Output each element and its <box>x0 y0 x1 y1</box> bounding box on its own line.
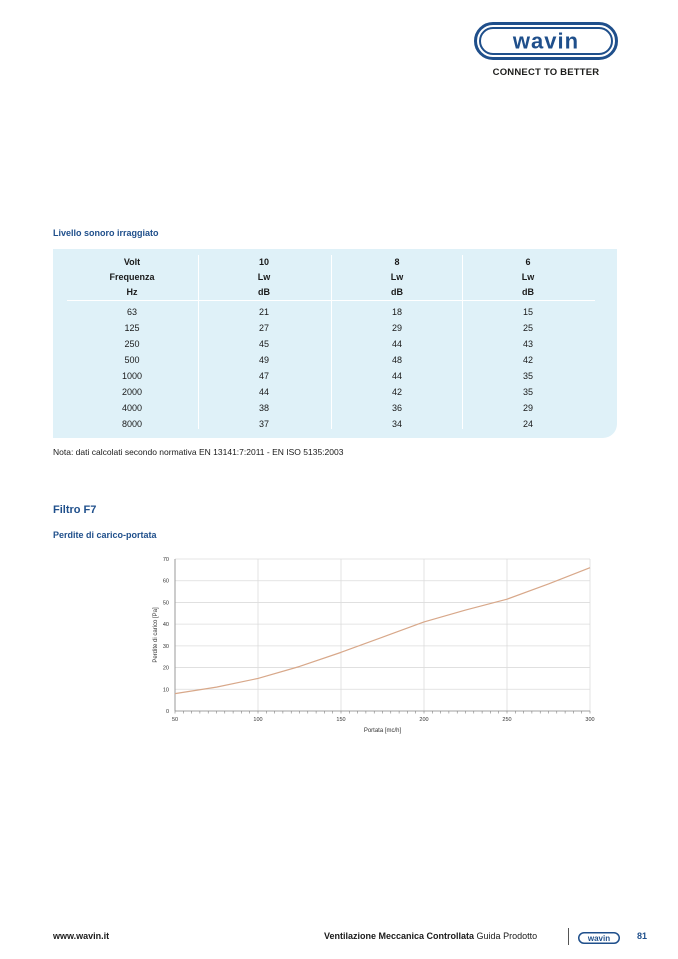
table-cell: 35 <box>522 371 533 381</box>
table-cell: 15 <box>522 307 533 317</box>
footer-document-title <box>324 931 537 941</box>
table-cell: 49 <box>258 355 269 365</box>
x-tick-label: 100 <box>253 717 263 723</box>
table-note: Nota: dati calcolati secondo normativa EN 13141:7:2011 - EN ISO 5135:2003 <box>53 447 344 457</box>
column-header: Lw <box>521 272 535 282</box>
footer-url[interactable]: www.wavin.it <box>53 931 110 941</box>
table-cell: 8000 <box>121 419 143 429</box>
x-tick-label: 300 <box>585 717 595 723</box>
column-header: dB <box>522 287 534 297</box>
table-cell: 500 <box>124 355 140 365</box>
table-cell: 43 <box>522 339 533 349</box>
table-caption: Livello sonoro irraggiato <box>53 228 159 238</box>
table-cell: 38 <box>258 403 269 413</box>
footer-separator <box>568 928 569 945</box>
pressure-loss-chart <box>138 550 608 745</box>
table-cell: 18 <box>391 307 402 317</box>
table-cell: 21 <box>258 307 269 317</box>
column-header: Lw <box>257 272 271 282</box>
y-tick-label: 30 <box>162 643 169 650</box>
footer-title-bold: Ventilazione Meccanica Controllata <box>324 931 475 941</box>
footer-wavin-logo <box>578 931 620 949</box>
table-cell: 34 <box>391 419 402 429</box>
y-tick-label: 10 <box>162 687 169 694</box>
table-column <box>332 255 462 432</box>
series-line <box>175 568 590 694</box>
y-tick-label: 50 <box>162 600 169 607</box>
table-cell: 24 <box>522 419 533 429</box>
table-cell: 44 <box>391 339 402 349</box>
y-tick-label: 0 <box>165 709 169 715</box>
tagline: CONNECT TO BETTER <box>492 67 600 78</box>
x-tick-label: 250 <box>502 717 512 723</box>
table-column <box>199 255 329 432</box>
section-title: Filtro F7 <box>53 504 97 516</box>
table-cell: 44 <box>258 387 269 397</box>
column-header: dB <box>391 287 403 297</box>
column-header: 8 <box>394 257 400 267</box>
column-header: dB <box>258 287 270 297</box>
y-tick-label: 70 <box>162 557 169 563</box>
footer-logo-text: wavin <box>587 934 611 943</box>
table-cell: 125 <box>124 323 140 333</box>
table-cell: 42 <box>391 387 402 397</box>
logo-text: wavin <box>512 28 580 54</box>
y-tick-label: 20 <box>162 665 169 672</box>
chart-svg <box>138 550 608 740</box>
column-header: 10 <box>258 257 269 267</box>
table-cell: 37 <box>258 419 269 429</box>
table-cell: 4000 <box>121 403 143 413</box>
x-tick-label: 50 <box>171 717 179 723</box>
table-cell: 63 <box>126 307 137 317</box>
table-cell: 36 <box>391 403 402 413</box>
sound-level-table <box>53 249 617 438</box>
x-tick-label: 200 <box>419 717 429 723</box>
column-header: Frequenza <box>109 272 155 282</box>
y-tick-label: 40 <box>162 622 169 629</box>
table-column <box>463 255 593 432</box>
table-cell: 29 <box>391 323 402 333</box>
x-axis-label: Portata [mc/h] <box>363 728 402 734</box>
table-cell: 1000 <box>121 371 143 381</box>
table-cell: 250 <box>124 339 140 349</box>
column-header: Lw <box>390 272 404 282</box>
table-cell: 45 <box>258 339 269 349</box>
column-header: Hz <box>126 287 138 297</box>
column-header: 6 <box>525 257 531 267</box>
footer-title-rest: Guida Prodotto <box>474 931 538 941</box>
table-cell: 47 <box>258 371 269 381</box>
page-number: 81 <box>637 931 648 941</box>
table-cell: 29 <box>522 403 533 413</box>
wavin-logo <box>474 22 618 60</box>
y-axis-label: Perdite di carico [Pa] <box>153 607 159 663</box>
chart-caption: Perdite di carico-portata <box>53 530 157 540</box>
column-header: Volt <box>123 257 141 267</box>
table-cell: 44 <box>391 371 402 381</box>
table-cell: 25 <box>522 323 533 333</box>
x-tick-label: 150 <box>336 717 346 723</box>
table-cell: 2000 <box>121 387 143 397</box>
table-cell: 27 <box>258 323 269 333</box>
table-cell: 42 <box>522 355 533 365</box>
table-column <box>67 255 197 432</box>
y-tick-label: 60 <box>162 578 169 585</box>
table-cell: 35 <box>522 387 533 397</box>
table-cell: 48 <box>391 355 402 365</box>
